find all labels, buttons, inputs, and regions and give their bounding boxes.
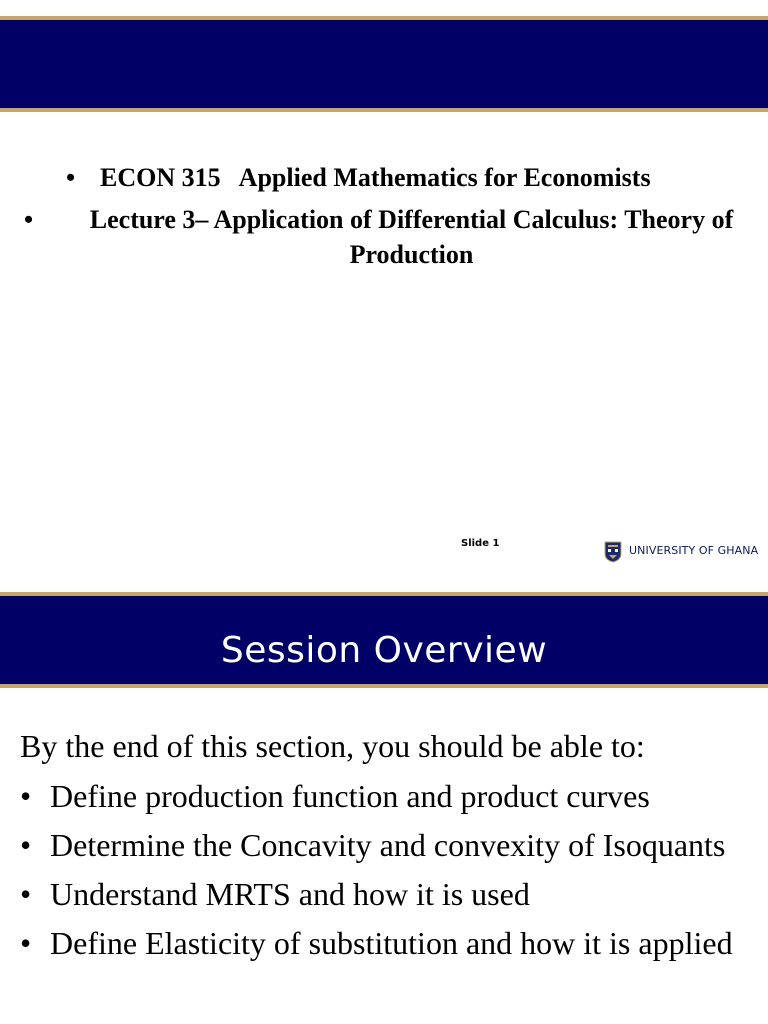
objective-item xyxy=(20,776,745,816)
bullet: • xyxy=(20,827,32,863)
objective-text: Determine the Concavity and convexity of Isoquants xyxy=(50,827,726,863)
slide-2 xyxy=(0,576,768,1024)
objective-text: Understand MRTS and how it is used xyxy=(50,876,530,912)
bullet: • xyxy=(20,925,32,961)
objective-item xyxy=(20,923,745,963)
header-band xyxy=(0,592,768,688)
course-title xyxy=(0,160,756,195)
slide-title: Session Overview xyxy=(220,630,548,671)
university-logo xyxy=(604,541,764,565)
objective-text: Define Elasticity of substitution and how it is applied xyxy=(50,925,733,961)
header-band-navy xyxy=(0,596,768,684)
course-title-text: ECON 315 Applied Mathematics for Economists xyxy=(100,163,651,192)
university-name: UNIVERSITY OF GHANA xyxy=(629,544,759,557)
intro-text: By the end of this section, you should be able to: xyxy=(20,728,645,764)
slide-number: Slide 1 xyxy=(461,538,500,549)
title-list xyxy=(0,160,768,272)
objective-item xyxy=(20,825,745,865)
university-crest-icon xyxy=(604,541,622,563)
bullet: • xyxy=(24,205,34,234)
objective-text: Define production function and product curves xyxy=(50,778,650,814)
header-band xyxy=(0,16,768,112)
overview-content xyxy=(20,726,745,972)
bullet: • xyxy=(20,876,32,912)
lecture-title xyxy=(0,202,768,272)
objective-item xyxy=(20,874,745,914)
bullet: • xyxy=(66,163,76,192)
header-band-navy xyxy=(0,20,768,108)
bullet: • xyxy=(20,778,32,814)
lecture-title-text: Lecture 3– Application of Differential Calculus: Theory of Production xyxy=(89,205,734,269)
